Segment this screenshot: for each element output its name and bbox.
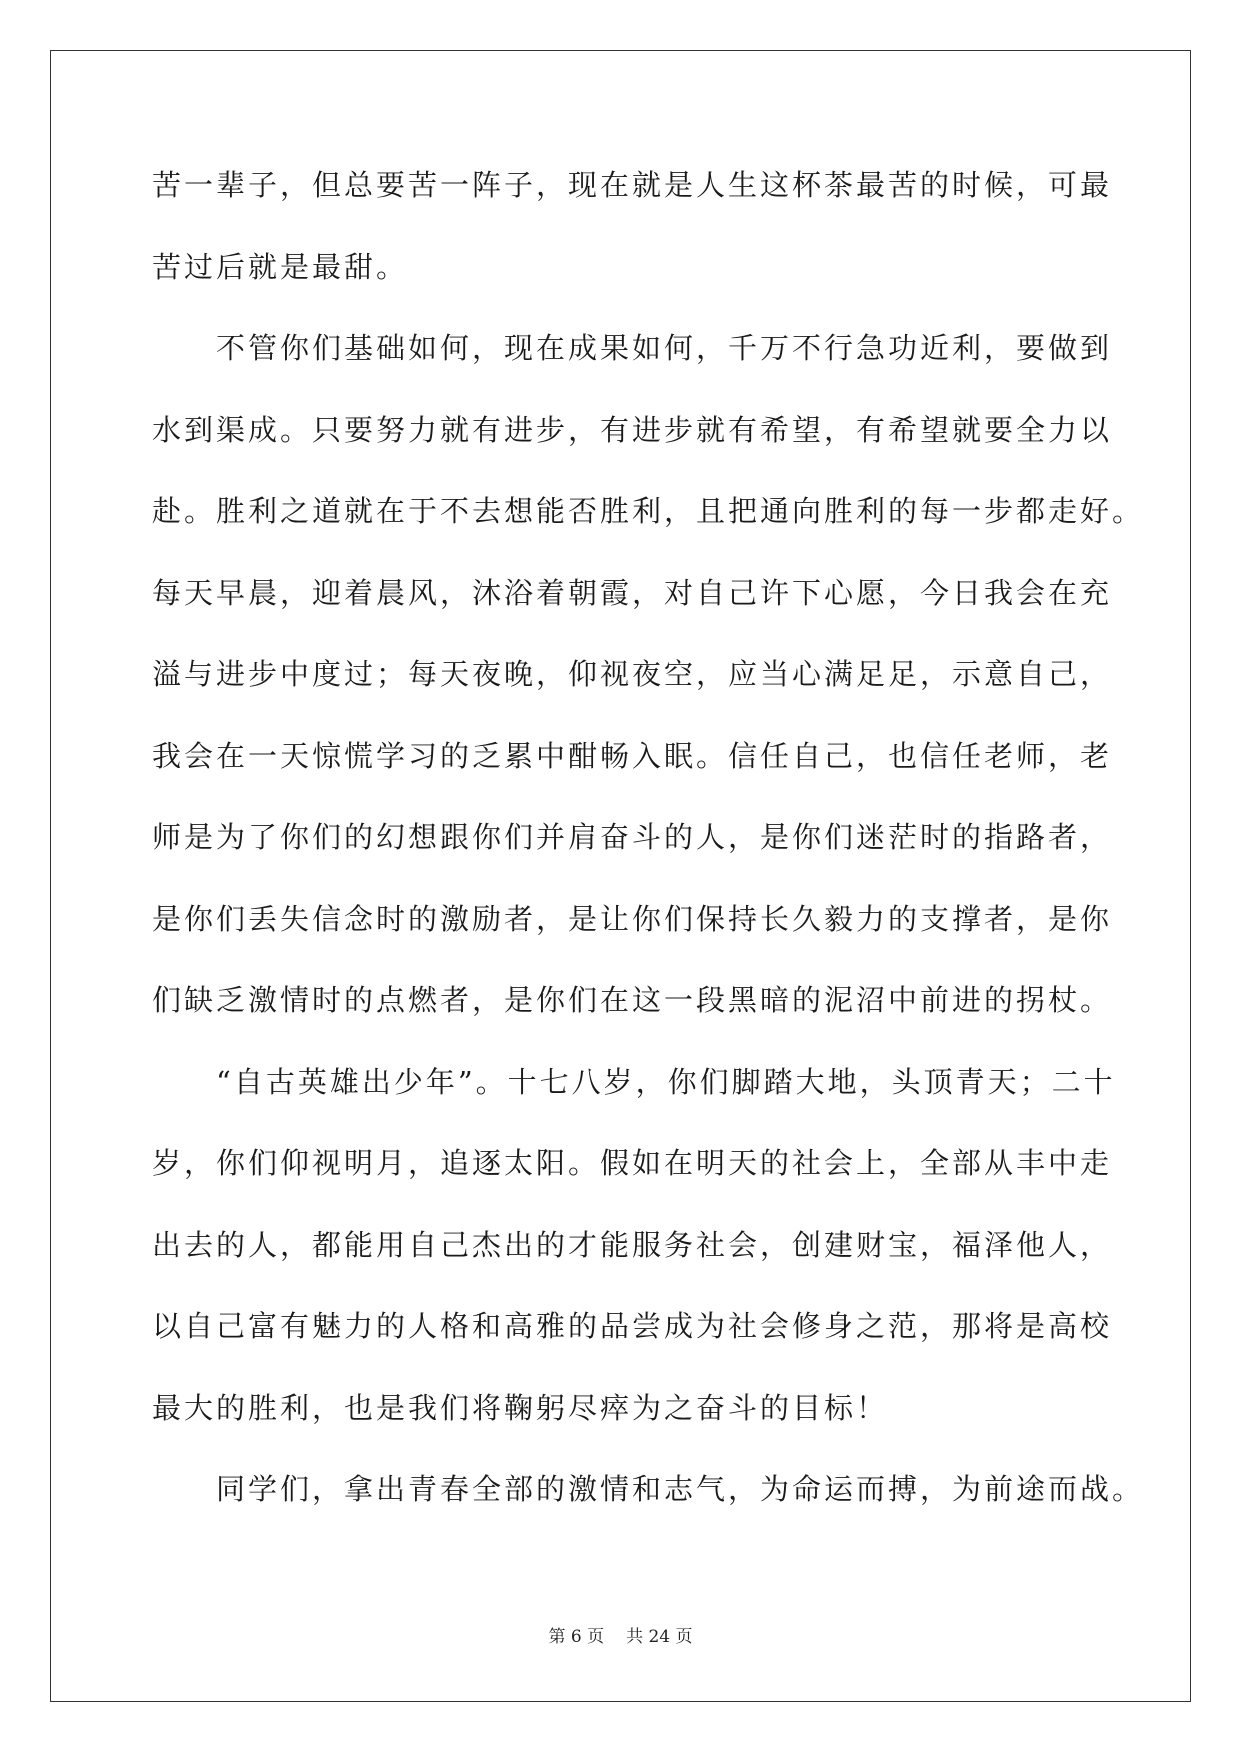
text-line: 以自己富有魅力的人格和高雅的品尝成为社会修身之范，那将是高校 [152,1309,1113,1343]
page-footer [0,1625,1241,1649]
page-number: 第 6 页 [548,1627,605,1647]
page-total: 共 24 页 [626,1627,693,1647]
text-line: 出去的人，都能用自己杰出的才能服务社会，创建财宝，福泽他人， [152,1227,1113,1262]
text-line: 师是为了你们的幻想跟你们并肩奋斗的人，是你们迷茫时的指路者， [152,820,1113,854]
text-line: 苦过后就是最甜。 [152,249,409,284]
text-line: 苦一辈子，但总要苦一阵子，现在就是人生这杯茶最苦的时候，可最 [152,168,1113,202]
text-line: 最大的胜利，也是我们将鞠躬尽瘁为之奋斗的目标！ [152,1390,889,1425]
text-line: 我会在一天惊慌学习的乏累中酣畅入眠。信任自己，也信任老师，老 [152,738,1113,773]
text-line: 岁，你们仰视明月，追逐太阳。假如在明天的社会上，全部从丰中走 [152,1146,1113,1180]
text-line: 是你们丢失信念时的激励者，是让你们保持长久毅力的支撑者，是你 [152,901,1113,936]
text-line: “自古英雄出少年”。十七八岁，你们脚踏大地，头顶青天；二十 [216,1064,1116,1099]
text-line: 溢与进步中度过；每天夜晚，仰视夜空，应当心满足足，示意自己， [152,657,1113,691]
text-line: 们缺乏激情时的点燃者，是你们在这一段黑暗的泥沼中前进的拐杖。 [152,983,1113,1017]
text-line: 不管你们基础如何，现在成果如何，千万不行急功近利，要做到 [216,331,1113,365]
text-line: 每天早晨，迎着晨风，沐浴着朝霞，对自己许下心愿，今日我会在充 [152,575,1113,610]
text-line: 赴。胜利之道就在于不去想能否胜利，且把通向胜利的每一步都走好。 [152,494,1145,528]
text-line: 同学们，拿出青春全部的激情和志气，为命运而搏，为前途而战。 [216,1472,1145,1506]
text-line: 水到渠成。只要努力就有进步，有进步就有希望，有希望就要全力以 [152,412,1113,447]
document-body [152,165,1145,1551]
